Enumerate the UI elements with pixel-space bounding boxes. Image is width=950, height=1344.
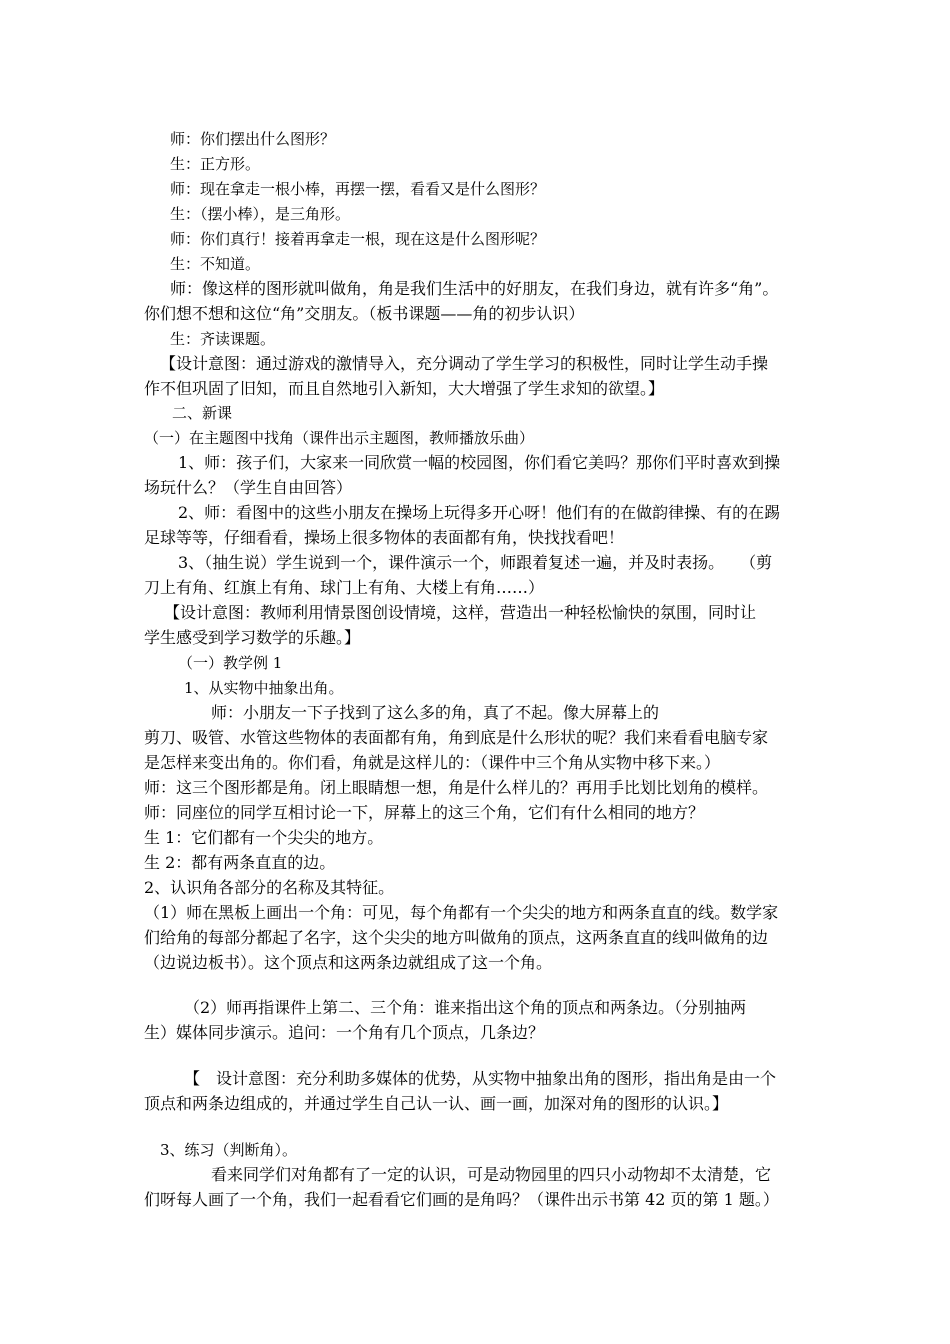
text-line: 师：像这样的图形就叫做角，角是我们生活中的好朋友，在我们身边，就有许多“角”。: [170, 279, 779, 298]
text-line: 师：你们真行！接着再拿走一根，现在这是什么图形呢？: [170, 230, 546, 248]
text-line: 生 2：都有两条直直的边。: [144, 853, 336, 872]
text-line: 剪刀、吸管、水管这些物体的表面都有角，角到底是什么形状的呢？我们来看看电脑专家: [144, 728, 769, 747]
text-line: 生：（摆小棒），是三角形。: [170, 205, 351, 223]
text-line: （1）师在黑板上画出一个角：可见，每个角都有一个尖尖的地方和两条直直的线。数学家: [144, 903, 779, 922]
design-intent-note: 作不但巩固了旧知，而且自然地引入新知，大大增强了学生求知的欲望。】: [144, 379, 665, 398]
text-line: 生）媒体同步演示。追问：一个角有几个顶点，几条边？: [144, 1023, 545, 1042]
text-line: 1、从实物中抽象出角。: [184, 679, 344, 697]
section-heading: 二、新课: [172, 404, 233, 422]
text-line: 看来同学们对角都有了一定的认识，可是动物园里的四只小动物却不太清楚，它: [211, 1165, 772, 1184]
text-line: 生：正方形。: [170, 155, 261, 173]
text-line: 你们想不想和这位“角”交朋友。（板书课题——角的初步认识）: [144, 304, 585, 323]
design-intent-note: 【 设计意图：充分利助多媒体的优势，从实物中抽象出角的图形，指出角是由一个: [184, 1069, 777, 1088]
text-line: 1、师：孩子们，大家来一同欣赏一幅的校园图，你们看它美吗？那你们平时喜欢到操: [178, 453, 781, 472]
section-heading: （一）在主题图中找角（课件出示主题图，教师播放乐曲）: [144, 429, 535, 447]
text-line: 师：同座位的同学互相讨论一下，屏幕上的这三个角，它们有什么相同的地方？: [144, 803, 705, 822]
design-intent-note: 【设计意图：教师利用情景图创设情境，这样，营造出一种轻松愉快的氛围，同时让: [164, 603, 757, 622]
section-heading: 3、练习（判断角）。: [160, 1141, 298, 1159]
text-line: 生：不知道。: [170, 255, 261, 273]
text-line: 2、师：看图中的这些小朋友在操场上玩得多开心呀！他们有的在做韵律操、有的在踢: [178, 503, 781, 522]
text-line: 师：你们摆出什么图形？: [170, 130, 336, 148]
text-line: （2）师再指课件上第二、三个角：谁来指出这个角的顶点和两条边。（分别抽两: [184, 998, 747, 1017]
text-line: 生：齐读课题。: [170, 330, 276, 348]
design-intent-note: 顶点和两条边组成的，并通过学生自己认一认、画一画，加深对角的图形的认识。】: [144, 1094, 729, 1113]
text-line: 是怎样来变出角的。你们看，角就是这样儿的：（课件中三个角从实物中移下来。）: [144, 753, 721, 772]
text-line: （边说边板书）。这个顶点和这两条边就组成了这一个角。: [144, 953, 553, 972]
design-intent-note: 学生感受到学习数学的乐趣。】: [144, 628, 361, 647]
text-line: 生 1：它们都有一个尖尖的地方。: [144, 828, 384, 847]
design-intent-note: 【设计意图：通过游戏的激情导入，充分调动了学生学习的积极性，同时让学生动手操: [160, 354, 769, 373]
text-line: 们呀每人画了一个角，我们一起看看它们画的是角吗？（课件出示书第 42 页的第 1 题。）: [144, 1190, 779, 1209]
text-line: 3、（抽生说）学生说到一个，课件演示一个，师跟着复述一遍，并及时表扬。 （剪: [178, 553, 773, 572]
text-line: 师：这三个图形都是角。闭上眼睛想一想，角是什么样儿的？再用手比划比划角的模样。: [144, 778, 769, 797]
text-line: 师：小朋友一下子找到了这么多的角，真了不起。像大屏幕上的: [211, 703, 660, 722]
text-line: 场玩什么？（学生自由回答）: [144, 478, 353, 497]
text-line: 们给角的每部分都起了名字，这个尖尖的地方叫做角的顶点，这两条直直的线叫做角的边: [144, 928, 769, 947]
text-line: 师：现在拿走一根小棒，再摆一摆，看看又是什么图形？: [170, 180, 546, 198]
text-line: 刀上有角、红旗上有角、球门上有角、大楼上有角……）: [144, 578, 545, 597]
text-line: 2、认识角各部分的名称及其特征。: [144, 878, 395, 897]
text-line: 足球等等，仔细看看，操场上很多物体的表面都有角，快找找看吧！: [144, 528, 625, 547]
section-heading: （一）教学例 1: [178, 654, 283, 672]
